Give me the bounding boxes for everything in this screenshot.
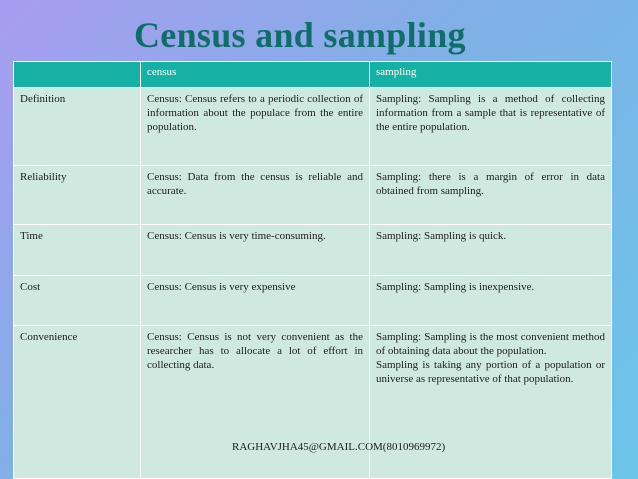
sampling-cell: Sampling: Sampling is quick. <box>370 224 612 276</box>
header-sampling: sampling <box>370 62 612 88</box>
census-cell: Census: Census is very time-consuming. <box>141 224 370 276</box>
header-census: census <box>141 62 370 88</box>
census-cell: Census: Census is not very convenient as the researcher has to allocate a lot of effort in collecting data. <box>141 325 370 478</box>
sampling-note: Sampling is taking any portion of a population or universe as representative of that population. <box>376 358 605 385</box>
table-row <box>14 325 612 478</box>
row-label-time: Time <box>14 224 141 276</box>
row-label-definition: Definition <box>14 88 141 166</box>
table-row <box>14 166 612 224</box>
author-watermark: RAGHAVJHA45@GMAIL.COM(8010969972) <box>232 441 446 453</box>
table-row <box>14 276 612 326</box>
sampling-cell <box>370 325 612 478</box>
sampling-cell: Sampling: Sampling is a method of collecting information from a sample that is representative of the entire population. <box>370 88 612 166</box>
table-row <box>14 88 612 166</box>
census-cell: Census: Census is very expensive <box>141 276 370 326</box>
census-cell: Census: Census refers to a periodic collection of information about the populace from the entire population. <box>141 88 370 166</box>
sampling-cell: Sampling: there is a margin of error in data obtained from sampling. <box>370 166 612 224</box>
sampling-cell: Sampling: Sampling is inexpensive. <box>370 276 612 326</box>
comparison-table <box>13 61 612 479</box>
comparison-table-container <box>13 61 611 479</box>
sampling-text: Sampling: Sampling is the most convenient method of obtaining data about the population. <box>376 330 605 357</box>
table-header-row <box>14 62 612 88</box>
row-label-convenience: Convenience <box>14 325 141 478</box>
slide-title: Census and sampling <box>134 15 466 55</box>
header-blank <box>14 62 141 88</box>
table-row <box>14 224 612 276</box>
census-cell: Census: Data from the census is reliable and accurate. <box>141 166 370 224</box>
row-label-reliability: Reliability <box>14 166 141 224</box>
row-label-cost: Cost <box>14 276 141 326</box>
